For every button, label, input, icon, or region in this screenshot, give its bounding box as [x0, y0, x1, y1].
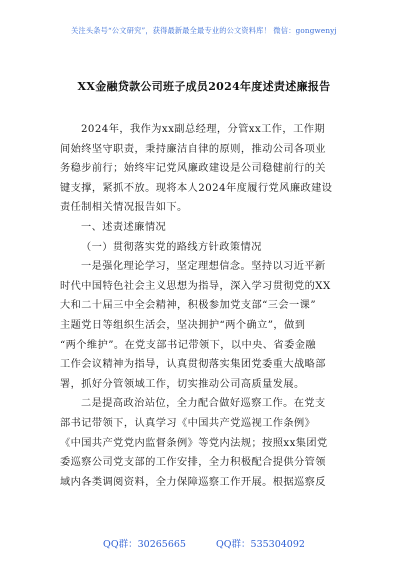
paragraph-line: 二是提高政治站位，全力配合做好巡察工作。在党支: [81, 398, 326, 410]
document-title: XX金融贷款公司班子成员2024年度述责述廉报告: [77, 80, 331, 93]
header-banner: 关注头条号“公文研究”，获得最新最全最专业的公文资料库！ 微信：gongwenyj: [71, 26, 337, 35]
qq-group-1: QQ群：30265665: [103, 539, 186, 550]
paragraph-line: 《中国共产党党内监督条例》等党内法规；按照xx集团党: [60, 437, 328, 449]
paragraph-line: 务稳步前行；始终牢记党风廉政建设是公司稳健前行的关: [60, 163, 326, 175]
paragraph-line: 间始终坚守职责，秉持廉洁自律的原则，推动公司各项业: [60, 143, 326, 155]
qq-group-2: QQ群：535304092: [215, 539, 305, 550]
paragraph-line: 主题党日等组织生活会，坚决拥护“两个确立”，做到: [60, 319, 306, 331]
paragraph-line: 大和二十届三中全会精神，积极参加党支部“三会一课”: [60, 300, 316, 312]
paragraph-line: 责任制相关情况报告如下。: [60, 202, 188, 214]
paragraph-line: 时代中国特色社会主义思想为指导，深入学习贯彻党的XX: [60, 280, 331, 292]
footer-contact: [0, 536, 408, 550]
paragraph-line: “两个维护”。在党支部书记带领下，以中央、省委金融: [60, 339, 316, 351]
paragraph-line: 域内各类调阅资料，全力保障巡察工作开展。根据巡察反: [60, 476, 326, 488]
subsection-heading: （一）贯彻落实党的路线方针政策情况: [81, 241, 262, 253]
paragraph-line: 一是强化理论学习，坚定理想信念。坚持以习近平新: [81, 261, 326, 273]
paragraph-line: 部书记带领下，认真学习《中国共产党巡视工作条例》: [60, 417, 316, 429]
paragraph-line: 工作会议精神为指导，认真贯彻落实集团党委重大战略部: [60, 359, 326, 371]
paragraph-line: 署，抓好分管领域工作，切实推动公司高质量发展。: [60, 378, 305, 390]
document-body: [60, 120, 360, 492]
paragraph-line: 2024年，我作为xx副总经理，分管xx工作，工作期: [81, 124, 325, 135]
paragraph-line: 键支撑，紧抓不放。现将本人2024年度履行党风廉政建设: [60, 182, 333, 194]
section-heading: 一、述责述廉情况: [81, 221, 167, 233]
paragraph-line: 委巡察公司党支部的工作安排，全力积极配合提供分管领: [60, 457, 326, 469]
